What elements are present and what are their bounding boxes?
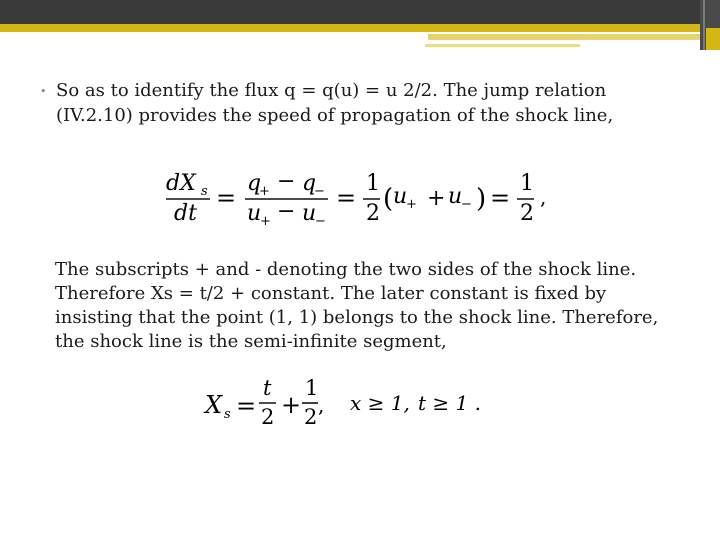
bullet-icon: • [40, 85, 47, 98]
eq2-one-den: 2 [304, 405, 318, 429]
eq2-plus: + [281, 391, 302, 419]
eq1-paren-close: ) [476, 184, 487, 214]
eq1-paren-plus: + [427, 186, 446, 211]
eq1-paren-u-minus-sub: − [461, 197, 472, 212]
eq2-t-den: 2 [261, 405, 275, 429]
eq2-equals: = [236, 392, 257, 420]
eq1-paren-u-minus: u [448, 184, 463, 209]
eq1-u-minus: u [302, 201, 317, 226]
bullet-text: So as to identify the flux q = q(u) = u 2/2. The jump relation (IV.2.10) provides the speed of propagation of the shock line, [56, 80, 614, 126]
eq1-lhs-numerator-sub: s [201, 184, 208, 199]
eq1-equals-2: = [336, 184, 357, 212]
eq1-q-plus: q [247, 171, 262, 196]
eq1-q-minus: q [302, 171, 317, 196]
eq1-q-plus-sub: + [259, 184, 270, 199]
eq1-half-num: 1 [366, 171, 380, 196]
eq2-one-num: 1 [305, 376, 319, 400]
eq2-comma: , [318, 393, 325, 417]
eq1-comma: , [540, 185, 547, 209]
eq1-paren-u-plus: u [393, 184, 408, 209]
eq2-condition-x: x ≥ 1, [350, 391, 410, 415]
eq1-lhs-numerator: dX [166, 171, 196, 196]
eq1-num-minus: − [277, 169, 296, 194]
eq1-lhs-denominator: dt [174, 201, 197, 226]
eq2-t-num: t [263, 376, 272, 400]
eq2-lhs-sub: s [224, 407, 231, 422]
explanation-paragraph: The subscripts + and - denoting the two sides of the shock line. Therefore Xs = t/2 + constant. The later constant is fixed by insisting that the point (1, 1) belongs to the shock line. Therefore, the shock line is the semi-infinite segment, [55, 259, 659, 352]
eq1-den-minus: − [277, 199, 296, 224]
eq1-equals-1: = [216, 184, 237, 212]
eq1-result-den: 2 [520, 201, 534, 226]
eq1-u-plus-sub: + [260, 214, 271, 229]
eq2-lhs: X [205, 391, 223, 419]
eq1-paren-u-plus-sub: + [406, 197, 417, 212]
eq1-equals-3: = [490, 184, 511, 212]
eq1-u-minus-sub: − [315, 214, 326, 229]
eq2-condition-t: t ≥ 1 . [418, 391, 481, 415]
eq1-result-num: 1 [520, 171, 534, 196]
eq1-half-den: 2 [366, 201, 380, 226]
eq1-q-minus-sub: − [314, 184, 325, 199]
eq1-paren-open: ( [383, 184, 394, 214]
eq1-u-plus: u [247, 201, 262, 226]
